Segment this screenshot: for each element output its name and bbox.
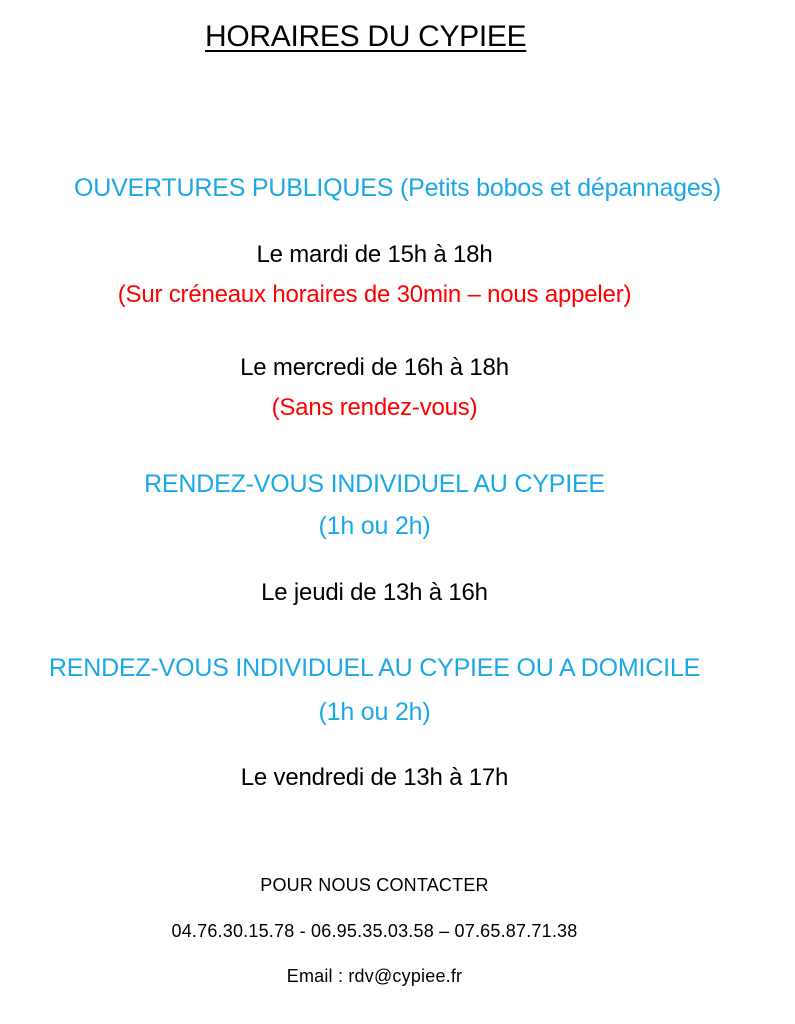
section-subheading-duration: (1h ou 2h) — [318, 698, 431, 726]
section-subheading-duration: (1h ou 2h) — [318, 512, 431, 540]
page-title: HORAIRES DU CYPIEE — [205, 20, 527, 53]
note-tuesday: (Sur créneaux horaires de 30min – nous appeler) — [117, 281, 632, 308]
contact-heading: POUR NOUS CONTACTER — [260, 875, 489, 895]
schedule-wednesday: Le mercredi de 16h à 18h — [240, 354, 509, 381]
note-wednesday: (Sans rendez-vous) — [271, 394, 478, 421]
section-heading-public-openings: OUVERTURES PUBLIQUES (Petits bobos et dépannages) — [74, 174, 721, 202]
contact-email: Email : rdv@cypiee.fr — [286, 966, 463, 986]
schedule-friday: Le vendredi de 13h à 17h — [240, 764, 509, 791]
section-heading-individual-or-home-appointment: RENDEZ-VOUS INDIVIDUEL AU CYPIEE OU A DOMICILE — [48, 654, 701, 682]
schedule-tuesday: Le mardi de 15h à 18h — [256, 241, 493, 268]
contact-phone-numbers: 04.76.30.15.78 - 06.95.35.03.58 – 07.65.87.71.38 — [171, 921, 578, 941]
section-heading-individual-appointment: RENDEZ-VOUS INDIVIDUEL AU CYPIEE — [144, 470, 605, 498]
schedule-thursday: Le jeudi de 13h à 16h — [261, 579, 488, 606]
